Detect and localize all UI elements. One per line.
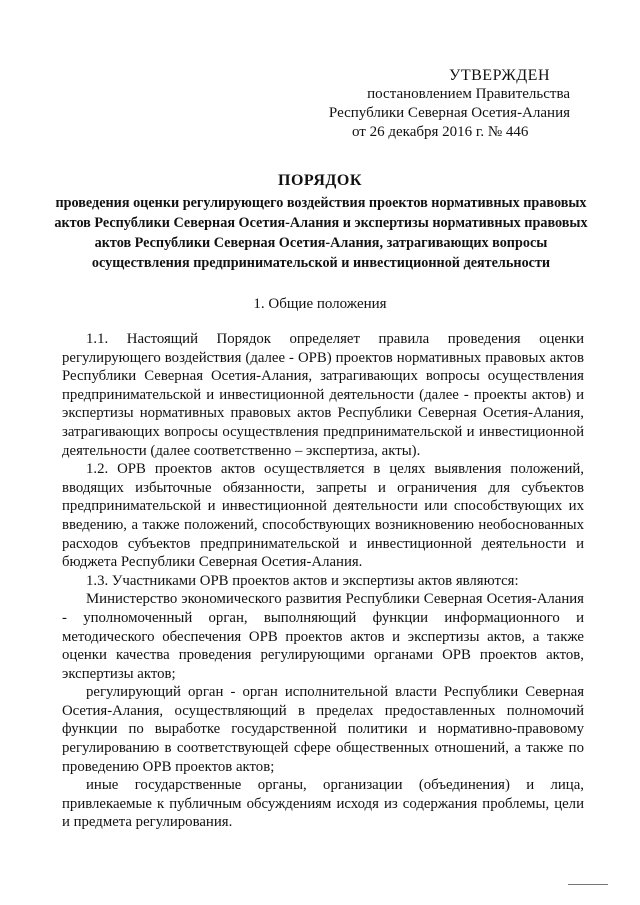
paragraph-1-1: 1.1. Настоящий Порядок определяет правила проведения оценки регулирующего воздействия (далее - ОРВ) проектов нормативных правовых актов Республики Северная Осетия-Алания, затрагивающих вопросы осуществления предпринимательской и инвестиционной деятельности (далее - проекты актов) и экспертизы нормативных правовых актов Республики Северная Осетия-Алания, затрагивающих вопросы осуществления предпринимательской и инвестиционной деятельности (далее соответственно – экспертиза, акты). <box>62 331 584 459</box>
section-heading: 1. Общие положения <box>253 296 387 312</box>
paragraph-regulator: регулирующий орган - орган исполнительной власти Республики Северная Осетия-Алания, осуществляющий в пределах предоставленных полномочий функции по выработке государственной политики и нормативно-правовому регулированию в соответствующей сфере общественных отношений, а также по проведению ОРВ проектов актов; <box>62 684 584 775</box>
approval-stamp <box>300 66 570 142</box>
section-body <box>62 330 584 832</box>
approval-date: от 26 декабря 2016 г. № 446 <box>352 124 529 140</box>
paragraph-1-2: 1.2. ОРВ проектов актов осуществляется в целях выявления положений, вводящих избыточные обязанности, запреты и ограничения для субъектов предпринимательской и инвестиционной деятельности или способствующих их введению, а также положений, способствующих возникновению необоснованных расходов субъектов предпринимательской и инвестиционной деятельности и бюджета Республики Северная Осетия-Алания. <box>62 461 584 571</box>
document-title: ПОРЯДОК <box>278 172 362 189</box>
approval-line-2: Республики Северная Осетия-Алания <box>328 105 570 121</box>
paragraph-1-3: 1.3. Участниками ОРВ проектов актов и экспертизы актов являются: <box>86 572 519 589</box>
paragraph-ministry: Министерство экономического развития Республики Северная Осетия-Алания - уполномоченный орган, выполняющий функции информационного и методического обеспечения ОРВ проектов актов и экспертизы актов, а также оценки качества проведения регулирующими органами ОРВ проектов актов, экспертизы актов; <box>62 591 584 682</box>
approved-label: УТВЕРЖДЕН <box>449 67 550 84</box>
scan-mark <box>568 884 608 885</box>
approval-line-1: постановлением Правительства <box>367 86 570 102</box>
document-subtitle: проведения оценки регулирующего воздействия проектов нормативных правовых актов Республики Северная Осетия-Алания и экспертизы нормативных правовых актов Республики Северная Осетия-Алания, затрагивающих вопросы осуществления предпринимательской и инвестиционной деятельности <box>54 195 588 271</box>
paragraph-other-bodies: иные государственные органы, организации (объединения) и лица, привлекаемые к публичным обсуждениям исходя из содержания проблемы, цели и предмета регулирования. <box>62 777 584 831</box>
